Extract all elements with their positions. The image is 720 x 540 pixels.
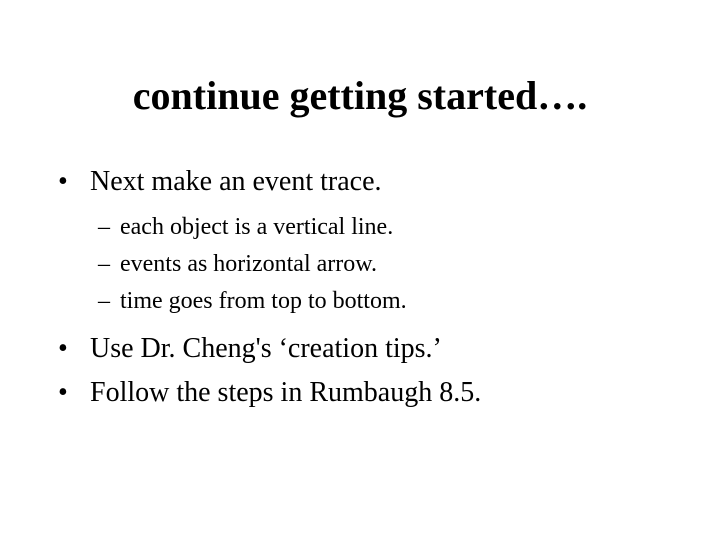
bullet-text: Follow the steps in Rumbaugh 8.5. [90, 377, 482, 408]
bullet-text: Use Dr. Cheng's ‘creation tips.’ [90, 333, 442, 364]
sub-bullet-text: each object is a vertical line. [120, 214, 394, 240]
dash-icon: – [98, 251, 110, 277]
bullet-text: Next make an event trace. [90, 166, 382, 197]
sub-bullet-text: time goes from top to bottom. [120, 288, 407, 314]
dash-icon: – [98, 288, 110, 314]
bullet-icon: • [58, 377, 68, 408]
sub-bullet-text: events as horizontal arrow. [120, 251, 378, 277]
bullet-icon: • [58, 333, 68, 364]
slide-title: continue getting started…. [132, 73, 588, 118]
dash-icon: – [98, 214, 110, 240]
bullet-icon: • [58, 166, 68, 197]
